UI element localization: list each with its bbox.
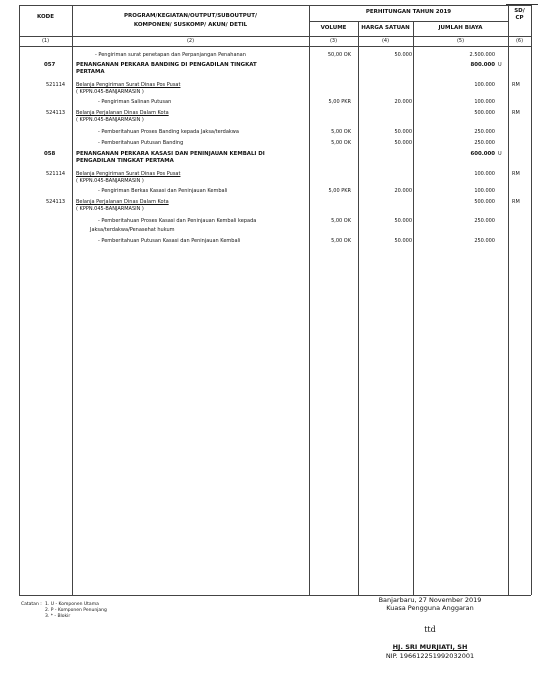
akun-kppn: ( KPPN.045-BANJARMASIN ) <box>76 117 144 123</box>
signature-name: HJ. SRI MURJIATI, SH <box>392 643 468 651</box>
col-number-5: (5) <box>456 38 465 44</box>
col-border-6 <box>531 5 532 595</box>
jumlah-cell: 500.000 <box>474 199 495 205</box>
harga-cell: 50.000 <box>394 218 412 224</box>
volume-cell: 5,00 OK <box>331 218 351 224</box>
detail-text: - Pemberitahuan Putusan Banding <box>98 140 184 146</box>
kode-cell: 057 <box>44 62 56 68</box>
kode-cell: 521114 <box>46 82 66 88</box>
akun-title: Belanja Pengiriman Surat Dinas Pos Pusat <box>76 82 181 88</box>
signature-nip: NIP. 196612251992032001 <box>385 652 475 660</box>
jumlah-cell: 100.000 <box>474 171 495 177</box>
header-kode: KODE <box>36 14 54 20</box>
harga-cell: 50.000 <box>394 52 412 58</box>
header-volume: VOLUME <box>320 25 347 31</box>
col-border-0 <box>19 5 20 595</box>
header-program-line1: PROGRAM/KEGIATAN/OUTPUT/SUBOUTPUT/ <box>124 13 257 19</box>
volume-cell: 5,00 OK <box>331 129 351 135</box>
signature-place-date: Banjarbaru, 27 November 2019 <box>378 596 482 604</box>
sd-cell: RM <box>512 171 520 177</box>
komponen-title-cont: PENGADILAN TINGKAT PERTAMA <box>76 158 174 164</box>
akun-kppn: ( KPPN.045-BANJARMASIN ) <box>76 89 144 95</box>
jumlah-cell: 250.000 <box>474 218 495 224</box>
volume-cell: 5,00 PKR <box>328 99 351 105</box>
harga-cell: 20.000 <box>394 188 412 194</box>
kode-cell: 524113 <box>46 110 66 116</box>
sd-cell: U <box>498 62 502 68</box>
sd-cell: U <box>498 151 502 157</box>
harga-cell: 50.000 <box>394 140 412 146</box>
volume-cell: 5,00 OK <box>331 238 351 244</box>
kode-cell: 521114 <box>46 171 66 177</box>
akun-kppn: ( KPPN.045-BANJARMASIN ) <box>76 178 144 184</box>
jumlah-cell: 250.000 <box>474 129 495 135</box>
volume-cell: 5,00 PKR <box>328 188 351 194</box>
sd-cell: RM <box>512 110 520 116</box>
signature-ttd: ttd <box>424 625 436 634</box>
detail-text: - Pengiriman Salinan Putusan <box>98 99 172 105</box>
harga-cell: 50.000 <box>394 129 412 135</box>
komponen-title-cont: PERTAMA <box>76 69 105 75</box>
detail-text: - Pemberitahuan Putusan Kasasi dan Peninjauan Kembali <box>98 238 241 244</box>
kode-cell: 058 <box>44 151 56 157</box>
catatan-item: 2. P - Komponen Penunjang <box>45 608 107 613</box>
jumlah-cell: 250.000 <box>474 238 495 244</box>
sd-cell: RM <box>512 82 520 88</box>
detail-text: - Pemberitahuan Proses Kasasi dan Peninjauan Kembali kepada <box>98 218 257 224</box>
harga-cell: 50.000 <box>394 238 412 244</box>
akun-title: Belanja Pengiriman Surat Dinas Pos Pusat <box>76 171 181 177</box>
col-number-4: (4) <box>381 38 390 44</box>
numbers-bottom-border <box>19 46 531 47</box>
header-jumlah-biaya: JUMLAH BIAYA <box>438 25 483 31</box>
col-border-2 <box>309 5 310 595</box>
jumlah-cell: 100.000 <box>474 82 495 88</box>
akun-kppn: ( KPPN.045-BANJARMASIN ) <box>76 206 144 212</box>
detail-text: - Pemberitahuan Proses Banding kepada Jaksa/terdakwa <box>98 129 239 135</box>
col-border-1 <box>72 5 73 595</box>
signature-role: Kuasa Pengguna Anggaran <box>386 604 474 612</box>
akun-title: Belanja Perjalanan Dinas Dalam Kota <box>76 110 169 116</box>
col-number-2: (2) <box>186 38 195 44</box>
table-top-border <box>19 5 531 6</box>
harga-cell: 20.000 <box>394 99 412 105</box>
col-number-3: (3) <box>329 38 338 44</box>
col-border-5 <box>508 5 509 595</box>
jumlah-cell: 500.000 <box>474 110 495 116</box>
perhitungan-divider <box>309 21 508 22</box>
jumlah-cell: 250.000 <box>474 140 495 146</box>
col-number-6: (6) <box>515 38 524 44</box>
header-bottom-border <box>19 36 531 37</box>
kode-cell: 524113 <box>46 199 66 205</box>
col-number-1: (1) <box>41 38 50 44</box>
jumlah-cell: 600.000 <box>470 151 495 157</box>
volume-cell: 5,00 OK <box>331 140 351 146</box>
detail-text: - Pengiriman surat penetapan dan Perpanjangan Penahanan <box>95 52 246 58</box>
header-program-line2: KOMPONEN/ SUSKOMP/ AKUN/ DETIL <box>133 22 248 28</box>
header-harga-satuan: HARGA SATUAN <box>361 25 410 31</box>
detail-text: - Pengiriman Berkas Kasasi dan Peninjauan Kembali <box>98 188 228 194</box>
catatan-item: 1. U - Komponen Utama <box>45 602 99 607</box>
komponen-title: PENANGANAN PERKARA KASASI DAN PENINJAUAN KEMBALI DI <box>76 151 265 157</box>
header-sd-cp: SD/ CP <box>514 8 525 21</box>
sd-cell: RM <box>512 199 520 205</box>
volume-cell: 50,00 OK <box>327 52 351 58</box>
jumlah-cell: 800.000 <box>470 62 495 68</box>
akun-title: Belanja Perjalanan Dinas Dalam Kota <box>76 199 169 205</box>
detail-text-cont: Jaksa/terdakwa/Penasehat hukum <box>90 227 175 233</box>
jumlah-cell: 100.000 <box>474 99 495 105</box>
jumlah-cell: 100.000 <box>474 188 495 194</box>
catatan-item: 3. * - Blokir <box>45 614 71 619</box>
col-border-4 <box>413 21 414 595</box>
col-border-3 <box>358 21 359 595</box>
jumlah-cell: 2.500.000 <box>469 52 495 58</box>
komponen-title: PENANGANAN PERKARA BANDING DI PENGADILAN TINGKAT <box>76 62 257 68</box>
header-perhitungan: PERHITUNGAN TAHUN 2019 <box>365 9 452 15</box>
catatan-label: Catatan : <box>21 602 42 607</box>
